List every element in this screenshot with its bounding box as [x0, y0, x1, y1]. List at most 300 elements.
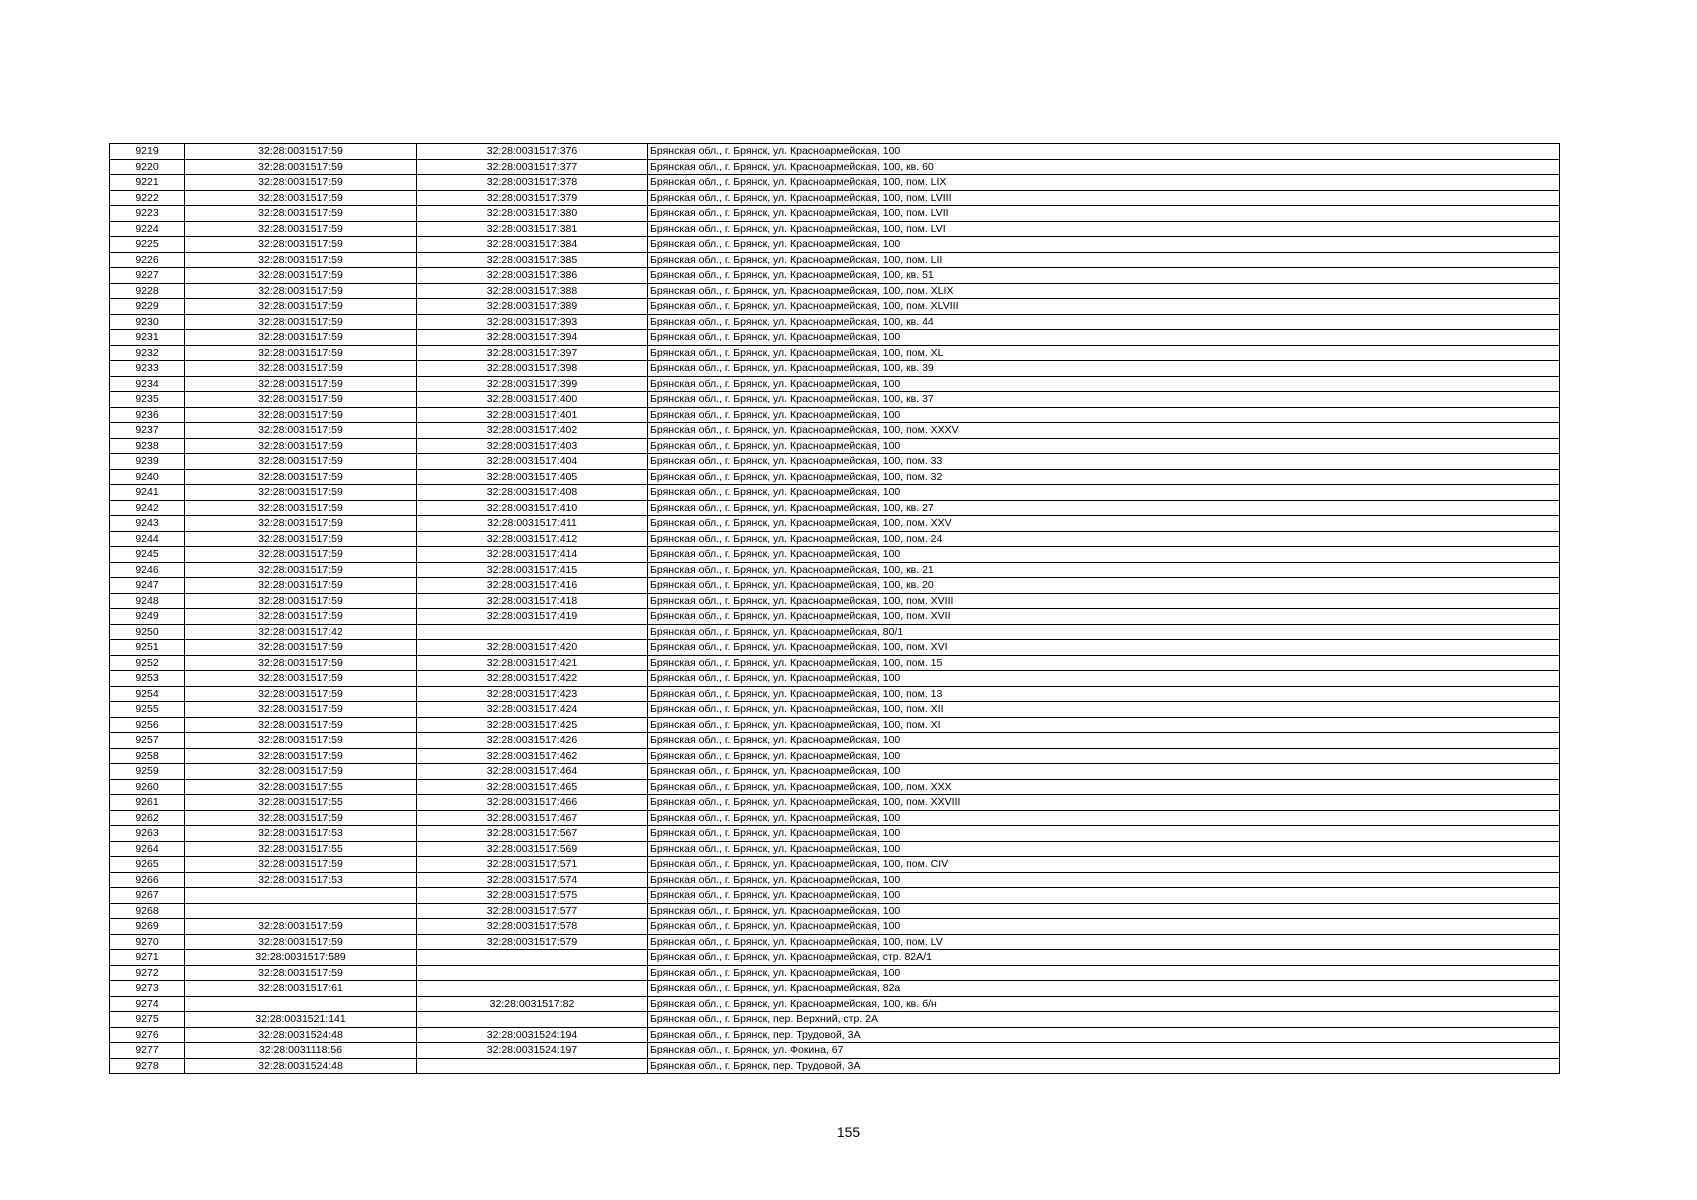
address-cell: Брянская обл., г. Брянск, ул. Красноармейская, 100: [648, 671, 1560, 687]
address-cell: Брянская обл., г. Брянск, ул. Красноармейская, 100, пом. LV: [648, 934, 1560, 950]
table-row: [110, 454, 1560, 470]
address-cell: Брянская обл., г. Брянск, ул. Красноармейская, 100, кв. 51: [648, 268, 1560, 284]
row-number-cell: 9226: [110, 252, 185, 268]
address-cell: Брянская обл., г. Брянск, ул. Красноармейская, 100: [648, 841, 1560, 857]
land-cadastral-number-cell: 32:28:0031517:59: [185, 500, 417, 516]
row-number-cell: 9242: [110, 500, 185, 516]
object-cadastral-number-cell: 32:28:0031517:466: [417, 795, 648, 811]
land-cadastral-number-cell: 32:28:0031517:59: [185, 810, 417, 826]
row-number-cell: 9244: [110, 531, 185, 547]
address-cell: Брянская обл., г. Брянск, ул. Красноармейская, 100: [648, 872, 1560, 888]
table-row: [110, 717, 1560, 733]
row-number-cell: 9272: [110, 965, 185, 981]
address-cell: Брянская обл., г. Брянск, пер. Верхний, стр. 2А: [648, 1012, 1560, 1028]
land-cadastral-number-cell: [185, 888, 417, 904]
row-number-cell: 9219: [110, 144, 185, 160]
land-cadastral-number-cell: 32:28:0031517:59: [185, 609, 417, 625]
table-row: [110, 996, 1560, 1012]
row-number-cell: 9275: [110, 1012, 185, 1028]
table-row: [110, 888, 1560, 904]
table-row: [110, 345, 1560, 361]
object-cadastral-number-cell: [417, 950, 648, 966]
address-cell: Брянская обл., г. Брянск, ул. Красноармейская, 100, пом. 32: [648, 469, 1560, 485]
row-number-cell: 9220: [110, 159, 185, 175]
land-cadastral-number-cell: 32:28:0031517:61: [185, 981, 417, 997]
address-cell: Брянская обл., г. Брянск, ул. Красноармейская, 100: [648, 733, 1560, 749]
address-cell: Брянская обл., г. Брянск, ул. Красноармейская, 100, пом. XII: [648, 702, 1560, 718]
address-cell: Брянская обл., г. Брянск, ул. Красноармейская, 100: [648, 376, 1560, 392]
table-row: [110, 795, 1560, 811]
row-number-cell: 9245: [110, 547, 185, 563]
table-row: [110, 144, 1560, 160]
address-cell: Брянская обл., г. Брянск, ул. Красноармейская, 80/1: [648, 624, 1560, 640]
address-cell: Брянская обл., г. Брянск, ул. Красноармейская, 100, пом. XI: [648, 717, 1560, 733]
address-cell: Брянская обл., г. Брянск, ул. Красноармейская, 100: [648, 903, 1560, 919]
row-number-cell: 9270: [110, 934, 185, 950]
row-number-cell: 9233: [110, 361, 185, 377]
row-number-cell: 9261: [110, 795, 185, 811]
table-row: [110, 671, 1560, 687]
land-cadastral-number-cell: 32:28:0031517:59: [185, 857, 417, 873]
object-cadastral-number-cell: 32:28:0031517:393: [417, 314, 648, 330]
address-cell: Брянская обл., г. Брянск, пер. Трудовой, 3А: [648, 1058, 1560, 1074]
object-cadastral-number-cell: 32:28:0031524:197: [417, 1043, 648, 1059]
land-cadastral-number-cell: 32:28:0031517:59: [185, 671, 417, 687]
row-number-cell: 9255: [110, 702, 185, 718]
row-number-cell: 9235: [110, 392, 185, 408]
object-cadastral-number-cell: 32:28:0031517:399: [417, 376, 648, 392]
row-number-cell: 9227: [110, 268, 185, 284]
land-cadastral-number-cell: 32:28:0031517:59: [185, 252, 417, 268]
page-number: 155: [836, 1124, 861, 1140]
land-cadastral-number-cell: 32:28:0031517:59: [185, 485, 417, 501]
land-cadastral-number-cell: 32:28:0031517:59: [185, 423, 417, 439]
table-row: [110, 252, 1560, 268]
address-cell: Брянская обл., г. Брянск, ул. Красноармейская, 100: [648, 764, 1560, 780]
object-cadastral-number-cell: 32:28:0031517:415: [417, 562, 648, 578]
table-row: [110, 919, 1560, 935]
row-number-cell: 9268: [110, 903, 185, 919]
address-cell: Брянская обл., г. Брянск, ул. Красноармейская, 100, кв. 60: [648, 159, 1560, 175]
address-cell: Брянская обл., г. Брянск, ул. Красноармейская, 100, пом. LVI: [648, 221, 1560, 237]
table-row: [110, 1058, 1560, 1074]
row-number-cell: 9239: [110, 454, 185, 470]
address-cell: Брянская обл., г. Брянск, ул. Красноармейская, 100: [648, 965, 1560, 981]
row-number-cell: 9259: [110, 764, 185, 780]
table-row: [110, 950, 1560, 966]
row-number-cell: 9230: [110, 314, 185, 330]
table-row: [110, 1012, 1560, 1028]
address-cell: Брянская обл., г. Брянск, ул. Красноармейская, 100: [648, 748, 1560, 764]
address-cell: Брянская обл., г. Брянск, ул. Красноармейская, 100, пом. 24: [648, 531, 1560, 547]
address-cell: Брянская обл., г. Брянск, ул. Красноармейская, 100, кв. 37: [648, 392, 1560, 408]
row-number-cell: 9263: [110, 826, 185, 842]
address-cell: Брянская обл., г. Брянск, ул. Красноармейская, 100, кв. 39: [648, 361, 1560, 377]
table-row: [110, 237, 1560, 253]
land-cadastral-number-cell: 32:28:0031517:59: [185, 655, 417, 671]
address-cell: Брянская обл., г. Брянск, ул. Фокина, 67: [648, 1043, 1560, 1059]
address-cell: Брянская обл., г. Брянск, ул. Красноармейская, 100, пом. XLIX: [648, 283, 1560, 299]
land-cadastral-number-cell: 32:28:0031517:59: [185, 407, 417, 423]
row-number-cell: 9234: [110, 376, 185, 392]
table-row: [110, 640, 1560, 656]
address-cell: Брянская обл., г. Брянск, ул. Красноармейская, 100, кв. 21: [648, 562, 1560, 578]
object-cadastral-number-cell: 32:28:0031517:425: [417, 717, 648, 733]
address-cell: Брянская обл., г. Брянск, ул. Красноармейская, 100, кв. 27: [648, 500, 1560, 516]
table-row: [110, 547, 1560, 563]
object-cadastral-number-cell: 32:28:0031517:402: [417, 423, 648, 439]
object-cadastral-number-cell: 32:28:0031517:579: [417, 934, 648, 950]
table-row: [110, 562, 1560, 578]
row-number-cell: 9237: [110, 423, 185, 439]
row-number-cell: 9236: [110, 407, 185, 423]
object-cadastral-number-cell: 32:28:0031517:397: [417, 345, 648, 361]
address-cell: Брянская обл., г. Брянск, ул. Красноармейская, 100: [648, 330, 1560, 346]
object-cadastral-number-cell: 32:28:0031517:384: [417, 237, 648, 253]
row-number-cell: 9249: [110, 609, 185, 625]
object-cadastral-number-cell: [417, 1058, 648, 1074]
table-row: [110, 1043, 1560, 1059]
land-cadastral-number-cell: 32:28:0031517:59: [185, 748, 417, 764]
table-row: [110, 624, 1560, 640]
land-cadastral-number-cell: 32:28:0031517:59: [185, 144, 417, 160]
table-row: [110, 981, 1560, 997]
table-row: [110, 779, 1560, 795]
object-cadastral-number-cell: 32:28:0031517:421: [417, 655, 648, 671]
row-number-cell: 9256: [110, 717, 185, 733]
table-row: [110, 283, 1560, 299]
object-cadastral-number-cell: 32:28:0031517:577: [417, 903, 648, 919]
table-row: [110, 965, 1560, 981]
row-number-cell: 9258: [110, 748, 185, 764]
object-cadastral-number-cell: 32:28:0031517:379: [417, 190, 648, 206]
table-row: [110, 500, 1560, 516]
table-row: [110, 764, 1560, 780]
land-cadastral-number-cell: 32:28:0031517:55: [185, 779, 417, 795]
table-row: [110, 190, 1560, 206]
object-cadastral-number-cell: 32:28:0031517:401: [417, 407, 648, 423]
row-number-cell: 9267: [110, 888, 185, 904]
object-cadastral-number-cell: 32:28:0031517:403: [417, 438, 648, 454]
address-cell: Брянская обл., г. Брянск, ул. Красноармейская, 100, пом. XLVIII: [648, 299, 1560, 315]
land-cadastral-number-cell: [185, 903, 417, 919]
land-cadastral-number-cell: 32:28:0031118:56: [185, 1043, 417, 1059]
table-row: [110, 748, 1560, 764]
table-row: [110, 826, 1560, 842]
object-cadastral-number-cell: 32:28:0031517:420: [417, 640, 648, 656]
table-row: [110, 686, 1560, 702]
land-cadastral-number-cell: 32:28:0031517:59: [185, 717, 417, 733]
table-row: [110, 206, 1560, 222]
row-number-cell: 9231: [110, 330, 185, 346]
land-cadastral-number-cell: 32:28:0031517:59: [185, 934, 417, 950]
address-cell: Брянская обл., г. Брянск, ул. Красноармейская, 100: [648, 485, 1560, 501]
row-number-cell: 9262: [110, 810, 185, 826]
object-cadastral-number-cell: 32:28:0031517:578: [417, 919, 648, 935]
land-cadastral-number-cell: 32:28:0031517:59: [185, 283, 417, 299]
row-number-cell: 9277: [110, 1043, 185, 1059]
object-cadastral-number-cell: 32:28:0031517:376: [417, 144, 648, 160]
address-cell: Брянская обл., г. Брянск, ул. Красноармейская, 100, пом. LII: [648, 252, 1560, 268]
land-cadastral-number-cell: 32:28:0031517:59: [185, 345, 417, 361]
land-cadastral-number-cell: 32:28:0031517:59: [185, 965, 417, 981]
land-cadastral-number-cell: 32:28:0031521:141: [185, 1012, 417, 1028]
table-row: [110, 609, 1560, 625]
address-cell: Брянская обл., г. Брянск, ул. Красноармейская, стр. 82А/1: [648, 950, 1560, 966]
object-cadastral-number-cell: 32:28:0031517:575: [417, 888, 648, 904]
land-cadastral-number-cell: 32:28:0031517:59: [185, 361, 417, 377]
table-row: [110, 469, 1560, 485]
address-cell: Брянская обл., г. Брянск, ул. Красноармейская, 100, кв. 44: [648, 314, 1560, 330]
object-cadastral-number-cell: 32:28:0031517:426: [417, 733, 648, 749]
object-cadastral-number-cell: 32:28:0031517:398: [417, 361, 648, 377]
address-cell: Брянская обл., г. Брянск, ул. Красноармейская, 100, пом. XXV: [648, 516, 1560, 532]
table-row: [110, 175, 1560, 191]
table-row: [110, 361, 1560, 377]
object-cadastral-number-cell: 32:28:0031517:411: [417, 516, 648, 532]
address-cell: Брянская обл., г. Брянск, ул. Красноармейская, 100, пом. CIV: [648, 857, 1560, 873]
table-row: [110, 872, 1560, 888]
table-row: [110, 376, 1560, 392]
row-number-cell: 9229: [110, 299, 185, 315]
object-cadastral-number-cell: 32:28:0031517:408: [417, 485, 648, 501]
land-cadastral-number-cell: 32:28:0031517:59: [185, 516, 417, 532]
address-cell: Брянская обл., г. Брянск, ул. Красноармейская, 100, пом. LVII: [648, 206, 1560, 222]
table-row: [110, 407, 1560, 423]
row-number-cell: 9253: [110, 671, 185, 687]
address-cell: Брянская обл., г. Брянск, ул. Красноармейская, 100, пом. XL: [648, 345, 1560, 361]
address-cell: Брянская обл., г. Брянск, ул. Красноармейская, 100: [648, 144, 1560, 160]
address-cell: Брянская обл., г. Брянск, ул. Красноармейская, 100, пом. XVIII: [648, 593, 1560, 609]
table-row: [110, 655, 1560, 671]
object-cadastral-number-cell: 32:28:0031517:377: [417, 159, 648, 175]
object-cadastral-number-cell: 32:28:0031517:416: [417, 578, 648, 594]
address-cell: Брянская обл., г. Брянск, ул. Красноармейская, 100, пом. LVIII: [648, 190, 1560, 206]
object-cadastral-number-cell: [417, 965, 648, 981]
table-row: [110, 485, 1560, 501]
land-cadastral-number-cell: 32:28:0031517:59: [185, 733, 417, 749]
object-cadastral-number-cell: 32:28:0031517:385: [417, 252, 648, 268]
address-cell: Брянская обл., г. Брянск, ул. Красноармейская, 100, пом. XVI: [648, 640, 1560, 656]
table-row: [110, 593, 1560, 609]
row-number-cell: 9238: [110, 438, 185, 454]
object-cadastral-number-cell: 32:28:0031517:386: [417, 268, 648, 284]
table-row: [110, 733, 1560, 749]
address-cell: Брянская обл., г. Брянск, ул. Красноармейская, 100: [648, 407, 1560, 423]
row-number-cell: 9243: [110, 516, 185, 532]
table-row: [110, 857, 1560, 873]
table-row: [110, 531, 1560, 547]
table-row: [110, 702, 1560, 718]
row-number-cell: 9278: [110, 1058, 185, 1074]
object-cadastral-number-cell: [417, 1012, 648, 1028]
object-cadastral-number-cell: [417, 624, 648, 640]
address-cell: Брянская обл., г. Брянск, ул. Красноармейская, 100: [648, 826, 1560, 842]
row-number-cell: 9232: [110, 345, 185, 361]
row-number-cell: 9228: [110, 283, 185, 299]
table-row: [110, 423, 1560, 439]
row-number-cell: 9252: [110, 655, 185, 671]
object-cadastral-number-cell: 32:28:0031517:569: [417, 841, 648, 857]
land-cadastral-number-cell: 32:28:0031517:59: [185, 392, 417, 408]
land-cadastral-number-cell: 32:28:0031524:48: [185, 1027, 417, 1043]
object-cadastral-number-cell: 32:28:0031517:462: [417, 748, 648, 764]
land-cadastral-number-cell: 32:28:0031517:55: [185, 795, 417, 811]
land-cadastral-number-cell: 32:28:0031517:59: [185, 640, 417, 656]
address-cell: Брянская обл., г. Брянск, ул. Красноармейская, 100, кв. 20: [648, 578, 1560, 594]
object-cadastral-number-cell: 32:28:0031524:194: [417, 1027, 648, 1043]
object-cadastral-number-cell: 32:28:0031517:414: [417, 547, 648, 563]
row-number-cell: 9274: [110, 996, 185, 1012]
row-number-cell: 9224: [110, 221, 185, 237]
object-cadastral-number-cell: 32:28:0031517:82: [417, 996, 648, 1012]
land-cadastral-number-cell: 32:28:0031517:59: [185, 221, 417, 237]
address-cell: Брянская обл., г. Брянск, ул. Красноармейская, 100: [648, 547, 1560, 563]
object-cadastral-number-cell: 32:28:0031517:424: [417, 702, 648, 718]
object-cadastral-number-cell: 32:28:0031517:467: [417, 810, 648, 826]
registry-table-body: [110, 144, 1560, 1074]
land-cadastral-number-cell: 32:28:0031517:59: [185, 593, 417, 609]
address-cell: Брянская обл., г. Брянск, ул. Красноармейская, 100, пом. XVII: [648, 609, 1560, 625]
land-cadastral-number-cell: 32:28:0031524:48: [185, 1058, 417, 1074]
object-cadastral-number-cell: 32:28:0031517:574: [417, 872, 648, 888]
land-cadastral-number-cell: 32:28:0031517:59: [185, 190, 417, 206]
row-number-cell: 9254: [110, 686, 185, 702]
land-cadastral-number-cell: 32:28:0031517:59: [185, 438, 417, 454]
row-number-cell: 9250: [110, 624, 185, 640]
land-cadastral-number-cell: 32:28:0031517:59: [185, 764, 417, 780]
object-cadastral-number-cell: 32:28:0031517:400: [417, 392, 648, 408]
table-row: [110, 934, 1560, 950]
table-row: [110, 1027, 1560, 1043]
address-cell: Брянская обл., г. Брянск, ул. Красноармейская, 100, пом. 13: [648, 686, 1560, 702]
registry-table: [109, 143, 1560, 1074]
address-cell: Брянская обл., г. Брянск, ул. Красноармейская, 100, пом. 15: [648, 655, 1560, 671]
object-cadastral-number-cell: 32:28:0031517:418: [417, 593, 648, 609]
land-cadastral-number-cell: 32:28:0031517:59: [185, 175, 417, 191]
address-cell: Брянская обл., г. Брянск, ул. Красноармейская, 100, пом. 33: [648, 454, 1560, 470]
land-cadastral-number-cell: 32:28:0031517:59: [185, 702, 417, 718]
object-cadastral-number-cell: 32:28:0031517:404: [417, 454, 648, 470]
address-cell: Брянская обл., г. Брянск, пер. Трудовой, 3А: [648, 1027, 1560, 1043]
object-cadastral-number-cell: 32:28:0031517:422: [417, 671, 648, 687]
row-number-cell: 9251: [110, 640, 185, 656]
land-cadastral-number-cell: 32:28:0031517:59: [185, 268, 417, 284]
land-cadastral-number-cell: 32:28:0031517:59: [185, 206, 417, 222]
object-cadastral-number-cell: 32:28:0031517:423: [417, 686, 648, 702]
object-cadastral-number-cell: 32:28:0031517:394: [417, 330, 648, 346]
table-row: [110, 159, 1560, 175]
row-number-cell: 9223: [110, 206, 185, 222]
row-number-cell: 9269: [110, 919, 185, 935]
row-number-cell: 9264: [110, 841, 185, 857]
table-row: [110, 314, 1560, 330]
land-cadastral-number-cell: 32:28:0031517:59: [185, 330, 417, 346]
table-row: [110, 221, 1560, 237]
row-number-cell: 9240: [110, 469, 185, 485]
object-cadastral-number-cell: 32:28:0031517:405: [417, 469, 648, 485]
land-cadastral-number-cell: 32:28:0031517:59: [185, 237, 417, 253]
object-cadastral-number-cell: 32:28:0031517:378: [417, 175, 648, 191]
row-number-cell: 9246: [110, 562, 185, 578]
address-cell: Брянская обл., г. Брянск, ул. Красноармейская, 100, кв. б/н: [648, 996, 1560, 1012]
land-cadastral-number-cell: 32:28:0031517:53: [185, 826, 417, 842]
row-number-cell: 9222: [110, 190, 185, 206]
object-cadastral-number-cell: 32:28:0031517:419: [417, 609, 648, 625]
land-cadastral-number-cell: 32:28:0031517:59: [185, 919, 417, 935]
row-number-cell: 9241: [110, 485, 185, 501]
address-cell: Брянская обл., г. Брянск, ул. Красноармейская, 100, пом. XXXV: [648, 423, 1560, 439]
table-row: [110, 330, 1560, 346]
table-row: [110, 903, 1560, 919]
land-cadastral-number-cell: 32:28:0031517:59: [185, 159, 417, 175]
row-number-cell: 9265: [110, 857, 185, 873]
land-cadastral-number-cell: 32:28:0031517:42: [185, 624, 417, 640]
address-cell: Брянская обл., г. Брянск, ул. Красноармейская, 100: [648, 888, 1560, 904]
row-number-cell: 9225: [110, 237, 185, 253]
address-cell: Брянская обл., г. Брянск, ул. Красноармейская, 100: [648, 919, 1560, 935]
table-row: [110, 299, 1560, 315]
row-number-cell: 9273: [110, 981, 185, 997]
object-cadastral-number-cell: 32:28:0031517:571: [417, 857, 648, 873]
land-cadastral-number-cell: 32:28:0031517:59: [185, 469, 417, 485]
address-cell: Брянская обл., г. Брянск, ул. Красноармейская, 100, пом. LIX: [648, 175, 1560, 191]
land-cadastral-number-cell: 32:28:0031517:59: [185, 578, 417, 594]
table-row: [110, 578, 1560, 594]
land-cadastral-number-cell: 32:28:0031517:59: [185, 686, 417, 702]
address-cell: Брянская обл., г. Брянск, ул. Красноармейская, 82а: [648, 981, 1560, 997]
object-cadastral-number-cell: 32:28:0031517:380: [417, 206, 648, 222]
table-row: [110, 516, 1560, 532]
row-number-cell: 9221: [110, 175, 185, 191]
address-cell: Брянская обл., г. Брянск, ул. Красноармейская, 100: [648, 810, 1560, 826]
row-number-cell: 9266: [110, 872, 185, 888]
land-cadastral-number-cell: 32:28:0031517:59: [185, 562, 417, 578]
row-number-cell: 9271: [110, 950, 185, 966]
land-cadastral-number-cell: [185, 996, 417, 1012]
object-cadastral-number-cell: 32:28:0031517:465: [417, 779, 648, 795]
land-cadastral-number-cell: 32:28:0031517:59: [185, 299, 417, 315]
address-cell: Брянская обл., г. Брянск, ул. Красноармейская, 100, пом. XXX: [648, 779, 1560, 795]
land-cadastral-number-cell: 32:28:0031517:59: [185, 547, 417, 563]
land-cadastral-number-cell: 32:28:0031517:59: [185, 531, 417, 547]
object-cadastral-number-cell: 32:28:0031517:464: [417, 764, 648, 780]
row-number-cell: 9260: [110, 779, 185, 795]
object-cadastral-number-cell: 32:28:0031517:388: [417, 283, 648, 299]
table-row: [110, 392, 1560, 408]
row-number-cell: 9276: [110, 1027, 185, 1043]
row-number-cell: 9248: [110, 593, 185, 609]
address-cell: Брянская обл., г. Брянск, ул. Красноармейская, 100: [648, 438, 1560, 454]
table-row: [110, 438, 1560, 454]
address-cell: Брянская обл., г. Брянск, ул. Красноармейская, 100: [648, 237, 1560, 253]
land-cadastral-number-cell: 32:28:0031517:589: [185, 950, 417, 966]
table-row: [110, 268, 1560, 284]
table-row: [110, 841, 1560, 857]
object-cadastral-number-cell: 32:28:0031517:389: [417, 299, 648, 315]
address-cell: Брянская обл., г. Брянск, ул. Красноармейская, 100, пом. XXVIII: [648, 795, 1560, 811]
object-cadastral-number-cell: 32:28:0031517:412: [417, 531, 648, 547]
land-cadastral-number-cell: 32:28:0031517:59: [185, 454, 417, 470]
row-number-cell: 9247: [110, 578, 185, 594]
land-cadastral-number-cell: 32:28:0031517:55: [185, 841, 417, 857]
object-cadastral-number-cell: [417, 981, 648, 997]
land-cadastral-number-cell: 32:28:0031517:53: [185, 872, 417, 888]
row-number-cell: 9257: [110, 733, 185, 749]
land-cadastral-number-cell: 32:28:0031517:59: [185, 314, 417, 330]
object-cadastral-number-cell: 32:28:0031517:381: [417, 221, 648, 237]
land-cadastral-number-cell: 32:28:0031517:59: [185, 376, 417, 392]
